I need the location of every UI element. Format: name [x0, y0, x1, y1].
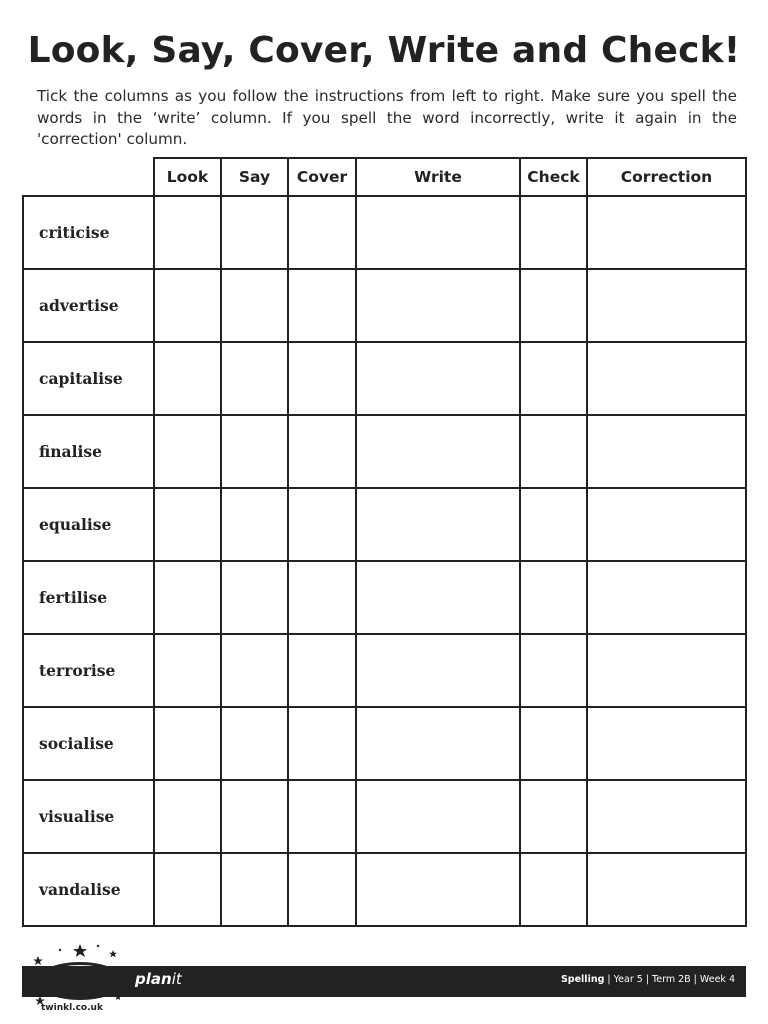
correction-cell[interactable] — [587, 196, 746, 269]
write-cell[interactable] — [356, 634, 520, 707]
page-title: Look, Say, Cover, Write and Check! — [27, 30, 741, 71]
look-cell[interactable] — [154, 634, 221, 707]
word-cell: advertise — [23, 269, 154, 342]
write-cell[interactable] — [356, 196, 520, 269]
write-cell[interactable] — [356, 488, 520, 561]
say-cell[interactable] — [221, 634, 288, 707]
say-cell[interactable] — [221, 561, 288, 634]
say-cell[interactable] — [221, 415, 288, 488]
correction-cell[interactable] — [587, 780, 746, 853]
look-cell[interactable] — [154, 196, 221, 269]
check-cell[interactable] — [520, 561, 587, 634]
look-cell[interactable] — [154, 488, 221, 561]
cover-cell[interactable] — [288, 853, 356, 926]
correction-cell[interactable] — [587, 342, 746, 415]
cover-cell[interactable] — [288, 561, 356, 634]
look-cell[interactable] — [154, 561, 221, 634]
table-row — [23, 780, 746, 853]
table-row — [23, 707, 746, 780]
correction-cell[interactable] — [587, 561, 746, 634]
table-row — [23, 269, 746, 342]
write-cell[interactable] — [356, 707, 520, 780]
table-row — [23, 342, 746, 415]
cover-cell[interactable] — [288, 707, 356, 780]
write-cell[interactable] — [356, 415, 520, 488]
word-cell: terrorise — [23, 634, 154, 707]
say-cell[interactable] — [221, 853, 288, 926]
column-header-write: Write — [356, 158, 520, 196]
say-cell[interactable] — [221, 488, 288, 561]
word-cell: vandalise — [23, 853, 154, 926]
check-cell[interactable] — [520, 415, 587, 488]
cover-cell[interactable] — [288, 780, 356, 853]
check-cell[interactable] — [520, 853, 587, 926]
logo-url: twinkl.co.uk — [41, 1003, 103, 1013]
column-header-cover: Cover — [288, 158, 356, 196]
write-cell[interactable] — [356, 853, 520, 926]
table-row — [23, 561, 746, 634]
say-cell[interactable] — [221, 196, 288, 269]
correction-cell[interactable] — [587, 707, 746, 780]
instructions-text: Tick the columns as you follow the instructions from left to right. Make sure you spell the words in the ‘write’ column. If you spell the word incorrectly, write it again in the 'correction' column. — [37, 87, 737, 148]
look-cell[interactable] — [154, 780, 221, 853]
look-cell[interactable] — [154, 853, 221, 926]
write-cell[interactable] — [356, 780, 520, 853]
brand-plan: plan — [135, 970, 172, 988]
column-header-say: Say — [221, 158, 288, 196]
word-cell: criticise — [23, 196, 154, 269]
table-row — [23, 853, 746, 926]
correction-cell[interactable] — [587, 853, 746, 926]
look-cell[interactable] — [154, 342, 221, 415]
footer-meta — [561, 974, 735, 985]
word-cell: socialise — [23, 707, 154, 780]
footer-details: | Year 5 | Term 2B | Week 4 — [604, 974, 735, 985]
write-cell[interactable] — [356, 269, 520, 342]
check-cell[interactable] — [520, 780, 587, 853]
check-cell[interactable] — [520, 707, 587, 780]
column-header-check: Check — [520, 158, 587, 196]
correction-cell[interactable] — [587, 634, 746, 707]
cover-cell[interactable] — [288, 634, 356, 707]
footer-bar — [22, 966, 746, 997]
footer — [0, 936, 768, 1024]
check-cell[interactable] — [520, 342, 587, 415]
header-row — [23, 158, 746, 196]
header-corner — [23, 158, 154, 196]
column-header-look: Look — [154, 158, 221, 196]
brand-it: it — [171, 970, 182, 988]
check-cell[interactable] — [520, 196, 587, 269]
cover-cell[interactable] — [288, 342, 356, 415]
word-cell: equalise — [23, 488, 154, 561]
look-cell[interactable] — [154, 415, 221, 488]
word-cell: capitalise — [23, 342, 154, 415]
cover-cell[interactable] — [288, 196, 356, 269]
spelling-table — [22, 157, 747, 927]
correction-cell[interactable] — [587, 269, 746, 342]
footer-subject: Spelling — [560, 974, 605, 985]
check-cell[interactable] — [520, 488, 587, 561]
say-cell[interactable] — [221, 269, 288, 342]
word-cell: finalise — [23, 415, 154, 488]
cover-cell[interactable] — [288, 269, 356, 342]
table-row — [23, 488, 746, 561]
table-row — [23, 634, 746, 707]
word-cell: fertilise — [23, 561, 154, 634]
write-cell[interactable] — [356, 342, 520, 415]
check-cell[interactable] — [520, 269, 587, 342]
table-row — [23, 196, 746, 269]
correction-cell[interactable] — [587, 415, 746, 488]
column-header-correction: Correction — [587, 158, 746, 196]
table-row — [23, 415, 746, 488]
say-cell[interactable] — [221, 342, 288, 415]
word-cell: visualise — [23, 780, 154, 853]
correction-cell[interactable] — [587, 488, 746, 561]
look-cell[interactable] — [154, 269, 221, 342]
brand-planit — [135, 970, 182, 988]
say-cell[interactable] — [221, 780, 288, 853]
cover-cell[interactable] — [288, 488, 356, 561]
look-cell[interactable] — [154, 707, 221, 780]
say-cell[interactable] — [221, 707, 288, 780]
write-cell[interactable] — [356, 561, 520, 634]
cover-cell[interactable] — [288, 415, 356, 488]
check-cell[interactable] — [520, 634, 587, 707]
